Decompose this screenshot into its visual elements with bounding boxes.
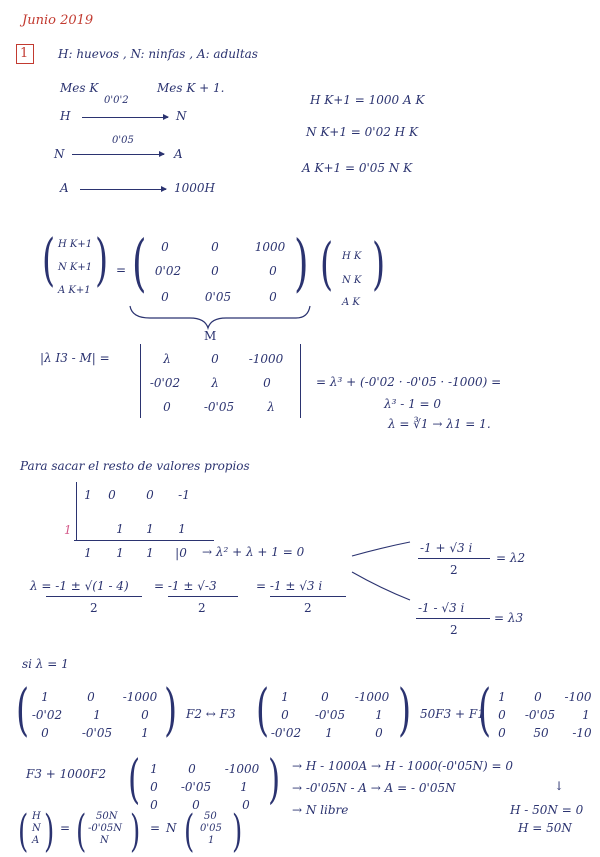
root-branch-up: [352, 542, 410, 556]
reduction-op-1: F2 ↔ F3: [186, 707, 236, 721]
m-open-paren: (: [132, 226, 147, 299]
r3-open-paren: (: [478, 678, 492, 743]
quad-den-1: 2: [90, 601, 98, 615]
r2-cell-13: -1000: [354, 690, 390, 704]
ruffini-r1-c4: -1: [178, 488, 190, 502]
r2-cell-32: 1: [325, 726, 333, 740]
v-equals-1: =: [60, 821, 71, 835]
v-mid-2: -0'05N: [88, 823, 122, 834]
problem-number: 1: [20, 46, 29, 61]
ruffini-r2-c3: 1: [178, 522, 186, 536]
ruffini-r3-c4: |0: [175, 546, 187, 560]
r1-cell-12: 0: [87, 690, 95, 704]
diagram-row3-to: 1000H: [174, 181, 216, 195]
quad-frac-2: [168, 596, 238, 597]
root-3-num: -1 - √3 i: [418, 601, 465, 615]
equation-3: A K+1 = 0'05 N K: [302, 161, 413, 175]
det-cell-32: -0'05: [203, 400, 235, 414]
reduction-op-2: 50F3 + F1: [420, 707, 485, 721]
quad-den-2: 2: [198, 601, 206, 615]
rhs-close-paren: ): [372, 232, 386, 297]
final-line-3: → N libre: [292, 803, 349, 817]
m-cell-22: 0: [211, 264, 219, 278]
rhs-open-paren: (: [320, 232, 334, 297]
det-cell-11: λ: [163, 352, 171, 366]
r3-cell-32: 50: [533, 726, 549, 740]
m-cell-21: 0'02: [154, 264, 182, 278]
r1-cell-13: -1000: [122, 690, 158, 704]
system-equals: =: [116, 263, 127, 277]
root-branch-down: [352, 572, 410, 600]
root-2-label: = λ2: [496, 551, 526, 565]
case-label: si λ = 1: [22, 657, 69, 671]
r1-cell-21: -0'02: [31, 708, 63, 722]
quad-frac-1: [46, 596, 142, 597]
r2-cell-33: 0: [375, 726, 383, 740]
diagram-row3-from: A: [60, 181, 69, 195]
ruffini-vbar: [76, 482, 77, 540]
r3-cell-22: -0'05: [524, 708, 556, 722]
det-result-2: λ³ - 1 = 0: [384, 397, 442, 411]
v-lhs-a: A: [32, 835, 40, 846]
r1-cell-33: 1: [141, 726, 149, 740]
ruffini-r2-c1: 1: [116, 522, 124, 536]
r1-cell-11: 1: [41, 690, 49, 704]
ruffini-r1-c1: 1: [84, 488, 92, 502]
quad-expr-2: = -1 ± √-3: [154, 579, 217, 593]
lhs-close-paren: ): [95, 228, 109, 293]
r2-cell-31: -0'02: [270, 726, 302, 740]
r2-cell-23: 1: [375, 708, 383, 722]
r3-cell-12: 0: [534, 690, 542, 704]
v-mid-open-paren: (: [76, 806, 87, 857]
v-mid-1: 50N: [96, 811, 118, 822]
ruffini-r2-c2: 1: [146, 522, 154, 536]
r1-cell-31: 0: [41, 726, 49, 740]
diagram-row1-to: N: [176, 109, 187, 123]
diagram-row1-rate: 0'0'2: [104, 95, 129, 106]
r1-open-paren: (: [16, 678, 30, 743]
v-mid-close-paren: ): [130, 806, 141, 857]
final-line-1: → H - 1000A → H - 1000(-0'05N) = 0: [292, 759, 514, 773]
ruffini-r3-c1: 1: [84, 546, 92, 560]
final-op: F3 + 1000F2: [26, 767, 107, 781]
diagram-row2-from: N: [54, 147, 65, 161]
ruffini-r3-c3: 1: [146, 546, 154, 560]
diagram-col-left: Mes K: [60, 81, 99, 95]
r2-cell-12: 0: [321, 690, 329, 704]
r3-cell-11: 1: [498, 690, 506, 704]
r4-cell-22: -0'05: [180, 780, 212, 794]
det-result-3: λ = ∛1 → λ1 = 1.: [388, 417, 491, 431]
v-scalar-n: N: [166, 821, 177, 835]
m-cell-23: 0: [269, 264, 277, 278]
quad-frac-3: [270, 596, 346, 597]
root-2-den: 2: [450, 563, 458, 577]
ruffini-hbar: [74, 540, 214, 541]
matrix-brace: [130, 306, 310, 328]
final-down-arrow: ↓: [554, 779, 565, 793]
r4-close-paren: ): [268, 750, 281, 810]
det-cell-13: -1000: [248, 352, 284, 366]
ruffini-result: → λ² + λ + 1 = 0: [202, 545, 305, 559]
diagram-row2-rate: 0'05: [112, 135, 134, 146]
v-lhs-open-paren: (: [18, 806, 29, 857]
quad-expr-1: λ = -1 ± √(1 - 4): [30, 579, 129, 593]
ruffini-r3-c2: 1: [116, 546, 124, 560]
m-cell-12: 0: [211, 240, 219, 254]
m-cell-33: 0: [269, 290, 277, 304]
ruffini-intro: Para sacar el resto de valores propios: [20, 459, 250, 473]
root-2-num: -1 + √3 i: [420, 541, 473, 555]
r4-cell-12: 0: [188, 762, 196, 776]
quad-expr-3: = -1 ± √3 i: [256, 579, 323, 593]
det-cell-23: 0: [263, 376, 271, 390]
rhs-a: A K: [342, 297, 360, 308]
variable-definitions: H: huevos , N: ninfas , A: adultas: [58, 47, 258, 61]
diagram-row2-to: A: [174, 147, 183, 161]
lhs-open-paren: (: [42, 228, 56, 293]
r4-cell-23: 1: [240, 780, 248, 794]
m-cell-32: 0'05: [204, 290, 232, 304]
r4-open-paren: (: [128, 750, 141, 810]
r4-cell-11: 1: [150, 762, 158, 776]
r2-open-paren: (: [256, 678, 270, 743]
det-cell-12: 0: [211, 352, 219, 366]
det-cell-21: -0'02: [149, 376, 181, 390]
root-3-frac: [416, 618, 490, 619]
m-cell-31: 0: [161, 290, 169, 304]
ruffini-r1-c3: 0: [146, 488, 154, 502]
lhs-h: H K+1: [58, 239, 93, 250]
r4-cell-32: 0: [192, 798, 200, 812]
ruffini-divisor: 1: [64, 523, 72, 537]
r1-close-paren: ): [164, 678, 178, 743]
det-cell-33: λ: [267, 400, 275, 414]
r3-cell-33: -10: [572, 726, 592, 740]
r1-cell-23: 0: [141, 708, 149, 722]
m-cell-13: 1000: [254, 240, 286, 254]
v-mid-3: N: [100, 835, 109, 846]
m-close-paren: ): [294, 226, 309, 299]
equation-1: H K+1 = 1000 A K: [310, 93, 425, 107]
lhs-n: N K+1: [58, 262, 93, 273]
det-cell-31: 0: [163, 400, 171, 414]
rhs-h: H K: [342, 251, 362, 262]
v-rhs-close-paren: ): [232, 806, 243, 857]
quad-den-3: 2: [304, 601, 312, 615]
v-lhs-n: N: [32, 823, 41, 834]
v-rhs-2: 0'05: [200, 823, 222, 834]
r3-cell-23: 1: [582, 708, 590, 722]
ruffini-r1-c2: 0: [108, 488, 116, 502]
date-header: Junio 2019: [22, 13, 94, 28]
r3-cell-21: 0: [498, 708, 506, 722]
root-3-den: 2: [450, 623, 458, 637]
det-cell-22: λ: [211, 376, 219, 390]
det-right-bar: [300, 344, 301, 418]
lhs-a: A K+1: [58, 285, 91, 296]
r4-cell-33: 0: [242, 798, 250, 812]
root-2-frac: [418, 558, 490, 559]
diagram-col-right: Mes K + 1.: [157, 81, 225, 95]
r4-cell-21: 0: [150, 780, 158, 794]
root-3-label: = λ3: [494, 611, 524, 625]
r3-cell-13: -100: [564, 690, 592, 704]
det-left-bar: [140, 344, 141, 418]
brace-label: M: [204, 329, 217, 343]
det-result-1: = λ³ + (-0'02 · -0'05 · -1000) =: [316, 375, 502, 389]
r1-cell-22: 1: [93, 708, 101, 722]
v-lhs-close-paren: ): [44, 806, 55, 857]
final-line-4: H - 50N = 0: [510, 803, 584, 817]
v-equals-2: =: [150, 821, 161, 835]
r4-cell-13: -1000: [224, 762, 260, 776]
r2-cell-11: 1: [281, 690, 289, 704]
r3-cell-31: 0: [498, 726, 506, 740]
v-rhs-1: 50: [204, 811, 217, 822]
r2-close-paren: ): [398, 678, 412, 743]
v-rhs-3: 1: [208, 835, 215, 846]
determinant-lhs: |λ I3 - M| =: [40, 351, 110, 365]
r1-cell-32: -0'05: [81, 726, 113, 740]
diagram-row1-from: H: [60, 109, 71, 123]
r4-cell-31: 0: [150, 798, 158, 812]
r2-cell-22: -0'05: [314, 708, 346, 722]
final-line-5: H = 50N: [518, 821, 572, 835]
v-rhs-open-paren: (: [184, 806, 195, 857]
r2-cell-21: 0: [281, 708, 289, 722]
m-cell-11: 0: [161, 240, 169, 254]
equation-2: N K+1 = 0'02 H K: [306, 125, 418, 139]
v-lhs-h: H: [32, 811, 41, 822]
rhs-n: N K: [342, 275, 362, 286]
final-line-2: → -0'05N - A → A = - 0'05N: [292, 781, 456, 795]
